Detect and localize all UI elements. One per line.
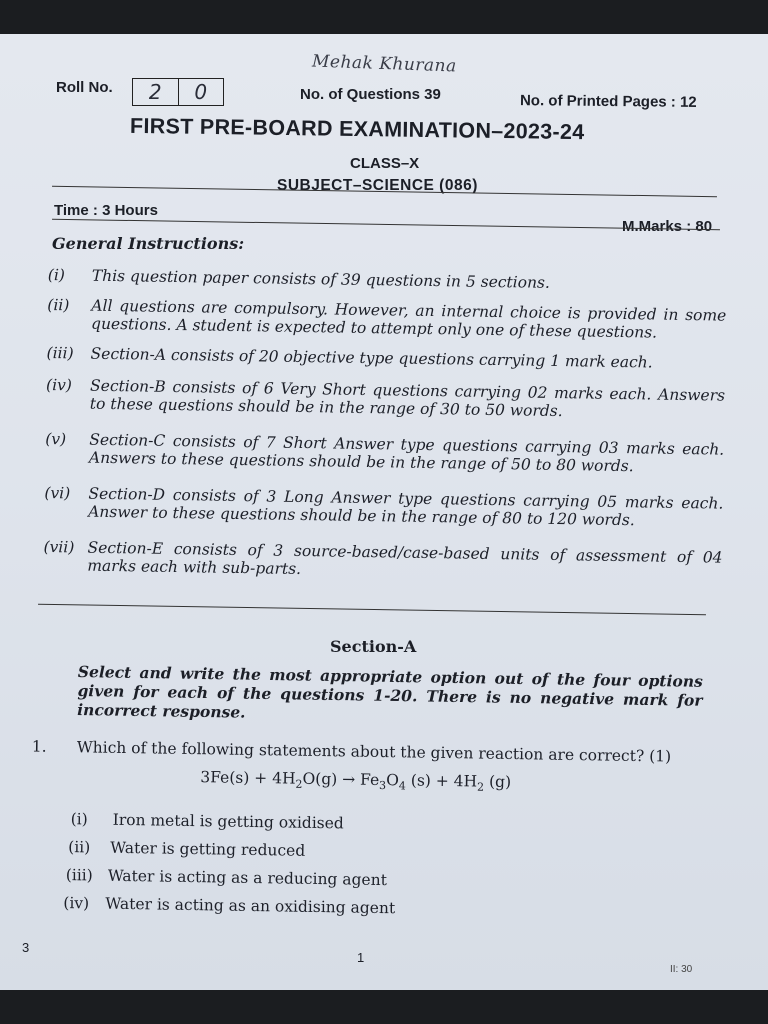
- option-item: [71, 810, 344, 832]
- max-marks: M.Marks : 80: [622, 218, 713, 235]
- instruction-number: (iii): [46, 343, 74, 363]
- question-1: [0, 34, 768, 1002]
- equation-oxygen: O: [386, 771, 400, 790]
- option-item: [63, 894, 395, 917]
- option-item: [66, 866, 387, 889]
- subject-label: SUBJECT–SCIENCE (086): [277, 177, 478, 194]
- footer-left-number: 3: [22, 940, 30, 955]
- instruction-text: Section-A consists of 20 objective type questions carrying 1 mark each.: [90, 344, 653, 372]
- footer-code: II: 30: [670, 964, 693, 975]
- instruction-number: (ii): [47, 295, 70, 315]
- option-item: [68, 838, 305, 860]
- page-number: 1: [357, 950, 365, 965]
- instruction-text: Section-C consists of 7 Short Answer type questions carrying 03 marks each. Answers to these questions should be in the range of 50 to 80 words.: [88, 430, 725, 476]
- option-text: Water is acting as a reducing agent: [107, 866, 388, 890]
- instruction-number: (v): [45, 429, 67, 449]
- roll-digit-2: 0: [178, 79, 224, 105]
- instruction-text: All questions are compulsory. However, an internal choice is provided in some questions. A student is expected to attempt only one of these questions.: [90, 296, 727, 342]
- instruction-number: (vii): [43, 537, 75, 557]
- equation-rhs: (s) + 4H: [410, 771, 478, 791]
- instruction-number: (vi): [44, 483, 71, 503]
- option-text: Iron metal is getting oxidised: [112, 810, 344, 833]
- equation-arrow: O(g) → Fe: [302, 769, 380, 789]
- equation-subscript: 4: [398, 779, 406, 793]
- section-a-directions: Select and write the most appropriate option out of the four options given for each of the questions 1-20. There is no negative mark for incorrect response.: [77, 662, 703, 722]
- instruction-number: (iv): [45, 375, 73, 395]
- instruction-number: (i): [47, 266, 66, 285]
- equation-subscript: 2: [476, 780, 485, 794]
- option-number: (iv): [63, 894, 90, 913]
- instruction-text: Section-B consists of 6 Very Short questions carrying 02 marks each. Answers to these questions should be in the range of 30 to 50 words.: [89, 376, 726, 421]
- option-number: (i): [70, 810, 88, 829]
- equation-subscript: 3: [379, 779, 387, 793]
- instruction-text: Section-D consists of 3 Long Answer type questions carrying 05 marks each. Answer to these questions should be in the range of 80 to 120 words.: [88, 484, 724, 530]
- option-number: (iii): [65, 866, 93, 885]
- exam-title: FIRST PRE-BOARD EXAMINATION–2023-24: [129, 113, 585, 145]
- equation-lhs: 3Fe(s) + 4H: [200, 768, 296, 788]
- instructions-heading: General Instructions:: [52, 234, 245, 253]
- option-text: Water is getting reduced: [110, 838, 306, 860]
- section-a-title: Section-A: [330, 637, 417, 656]
- roll-digit-1: 2: [148, 80, 162, 104]
- questions-count: No. of Questions 39: [300, 86, 441, 103]
- option-text: Water is acting as an oxidising agent: [105, 894, 396, 918]
- exam-paper: [0, 34, 768, 990]
- printed-pages: No. of Printed Pages : 12: [519, 92, 697, 111]
- equation-subscript: 2: [295, 777, 303, 791]
- question-number: 1.: [31, 737, 47, 756]
- question-text: Which of the following statements about the given reaction are correct? (1): [76, 738, 672, 766]
- class-label: CLASS–X: [350, 155, 420, 172]
- time-label: Time : 3 Hours: [54, 202, 158, 219]
- handwritten-name: Mehak Khurana: [311, 51, 458, 77]
- instruction-text: This question paper consists of 39 questions in 5 sections.: [91, 266, 551, 292]
- chemical-equation: [200, 768, 511, 794]
- equation-gas: (g): [488, 772, 512, 792]
- option-number: (ii): [68, 838, 91, 857]
- roll-label: Roll No.: [56, 79, 113, 96]
- instruction-text: Section-E consists of 3 source-based/case-based units of assessment of 04 marks each with sub-parts.: [87, 538, 723, 579]
